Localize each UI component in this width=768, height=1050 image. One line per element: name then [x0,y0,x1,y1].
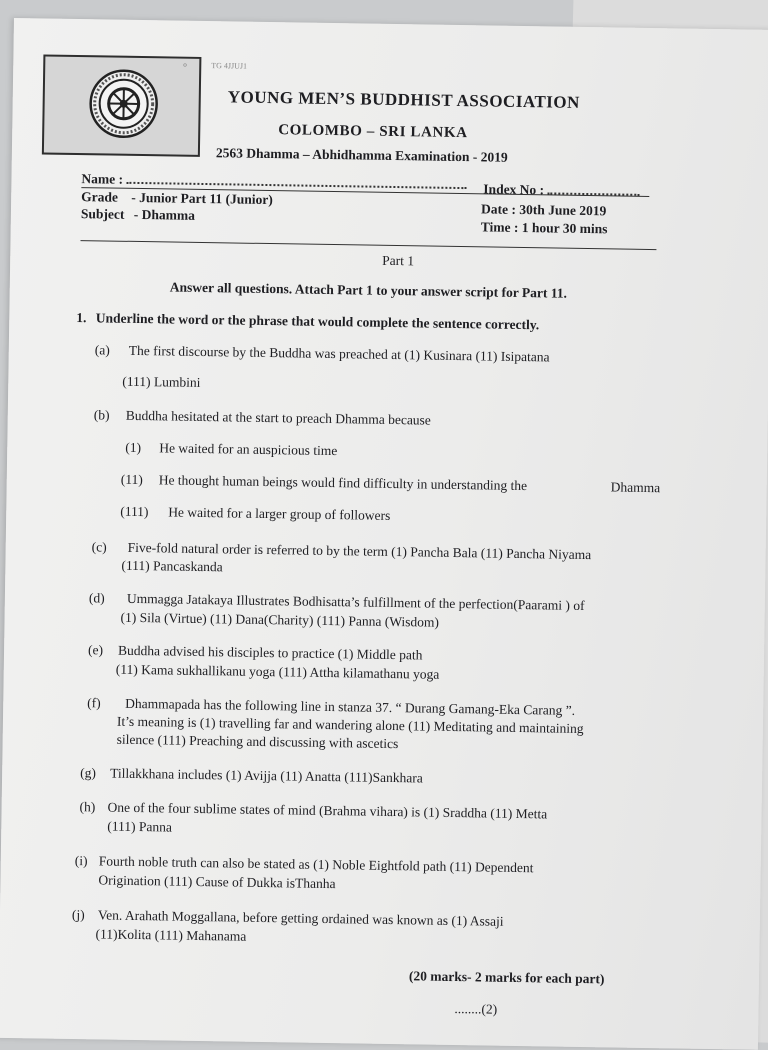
item-d-text: Ummagga Jatakaya Illustrates Bodhisatta’s fulfillment of the perfection(Paarami ) of [127,591,585,614]
item-b2-text: He thought human beings would find difficulty in understanding the [159,472,528,494]
item-b-label: (b) [94,407,110,423]
page-continuation: ........(2) [454,1001,497,1018]
marks-note: (20 marks- 2 marks for each part) [409,968,605,987]
item-a-label: (a) [95,342,110,358]
grade-row [81,189,273,208]
item-h-label: (h) [79,799,95,815]
item-c-text: Five-fold natural order is referred to by the term (1) Pancha Bala (11) Pancha Niyama [128,540,592,563]
item-g-label: (g) [80,765,96,781]
exam-paper [0,18,768,1050]
subject-value: - Dhamma [134,207,195,223]
item-f-line2: It’s meaning is (1) travelling far and wandering alone (11) Meditating and maintaining [117,714,584,737]
question-1 [76,310,539,333]
item-j-options: (11)Kolita (111) Mahanama [95,926,246,944]
item-b3-text: He waited for a larger group of followers [168,504,390,523]
item-d-options: (1) Sila (Virtue) (11) Dana(Charity) (111) Panna (Wisdom) [120,610,439,631]
item-h-option3: (111) Panna [107,819,172,836]
item-g-text: Tillakkhana includes (1) Avijja (11) Anatta (111)Sankhara [110,766,423,787]
logo-box [42,54,202,156]
name-label: Name : [81,171,123,187]
item-c-label: (c) [92,539,107,555]
subject-row [81,206,195,224]
item-b1-num: (1) [125,440,141,456]
header-divider [81,240,657,250]
item-j-text: Ven. Arahath Moggallana, before getting ordained was known as (1) Assaji [98,907,504,929]
subject-label: Subject [81,206,125,222]
question-number: 1. [76,310,86,325]
item-j-label: (j) [72,907,85,923]
exam-date: Date : 30th June 2019 [481,201,606,219]
part-title: Part 1 [382,253,414,269]
item-a-option3: (111) Lumbini [122,374,200,391]
doc-subtitle: COLOMBO – SRI LANKA [278,122,468,142]
item-i-label: (i) [75,853,88,869]
instruction: Answer all questions. Attach Part 1 to your answer script for Part 11. [170,279,567,301]
item-c-option3: (111) Pancaskanda [121,558,223,576]
index-field [483,181,639,199]
item-h-text: One of the four sublime states of mind (Brahma vihara) is (1) Sraddha (11) Metta [107,800,547,823]
grade-value: - Junior Part 11 (Junior) [131,190,273,207]
question-text: Underline the word or the phrase that would complete the sentence correctly. [96,310,540,332]
exam-time: Time : 1 hour 30 mins [481,219,608,237]
item-a-text: The first discourse by the Buddha was preached at (1) Kusinara (11) Isipatana [129,343,550,366]
item-b-text: Buddha hesitated at the start to preach Dhamma because [126,408,431,429]
item-b3-num: (111) [120,504,148,520]
item-e-label: (e) [88,642,103,658]
index-label: Index No : [483,181,544,197]
ymba-emblem-icon [88,68,159,139]
logo-corner-mark: o [183,61,187,69]
item-i-line2: Origination (111) Cause of Dukka isThanha [98,872,335,892]
tiny-stamp-text: TG 4JJUJ1 [211,61,247,71]
item-i-text: Fourth noble truth can also be stated as (1) Noble Eightfold path (11) Dependent [99,853,534,876]
exam-name: 2563 Dhamma – Abhidhamma Examination - 2019 [216,145,508,166]
item-f-line3: silence (111) Preaching and discussing with ascetics [117,732,399,752]
item-b2-num: (11) [121,472,143,488]
item-f-label: (f) [87,695,101,711]
item-e-text: Buddha advised his disciples to practice (1) Middle path [118,643,423,664]
item-e-options: (11) Kama sukhallikanu yoga (111) Attha kilamathanu yoga [116,662,440,683]
item-d-label: (d) [89,590,105,606]
item-b2-tail: Dhamma [611,479,661,496]
item-b1-text: He waited for an auspicious time [159,440,337,459]
item-f-text: Dhammapada has the following line in stanza 37. “ Durang Gamang-Eka Carang ”. [125,696,575,719]
grade-label: Grade [81,189,118,205]
doc-title: YOUNG MEN’S BUDDHIST ASSOCIATION [228,87,580,113]
